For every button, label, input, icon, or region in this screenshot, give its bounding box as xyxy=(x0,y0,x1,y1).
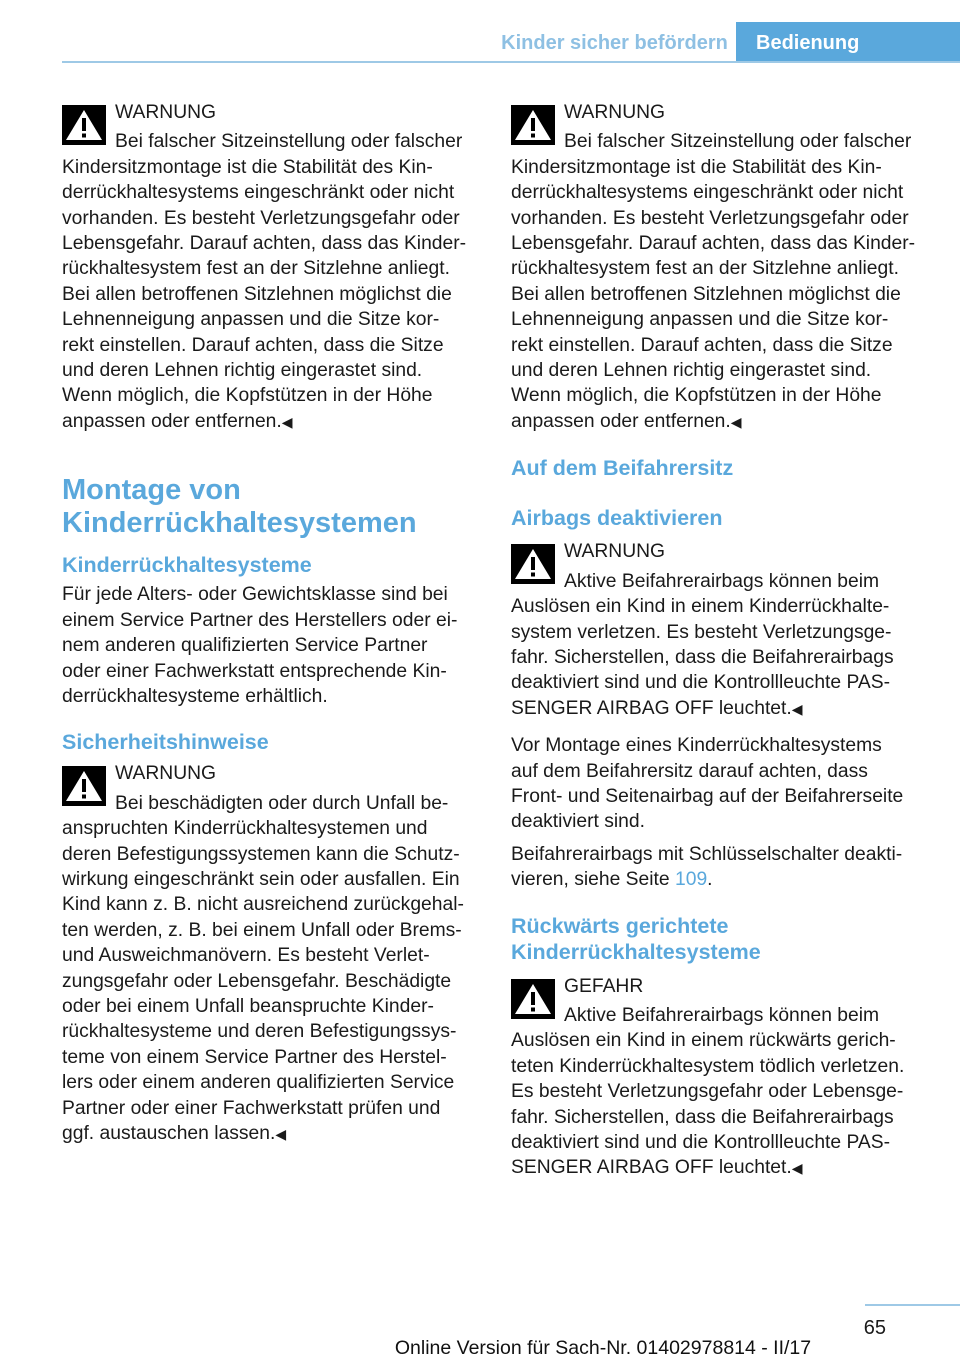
subheading-line1: Rückwärts gerichtete xyxy=(511,913,729,938)
paragraph-text: . xyxy=(707,869,713,891)
warning-text-line: Lebensgefahr. Darauf achten, dass das Kinder- xyxy=(62,233,467,255)
paragraph-line: deaktiviert sind. xyxy=(511,811,645,833)
warning-text-line: und deren Lehnen richtig eingerastet sind. xyxy=(511,360,872,382)
paragraph-line: oder einer Fachwerkstatt entsprechende Kin- xyxy=(62,660,447,682)
warning-text-line: und deren Lehnen richtig eingerastet sind. xyxy=(62,360,423,382)
warning-lead: Bei falscher Sitzeinstellung oder falscher xyxy=(115,131,463,153)
header-rule xyxy=(62,61,960,63)
warning-label: WARNUNG xyxy=(564,541,666,563)
warning-text-line: rückhaltesystem fest an der Sitzlehne anliegt. xyxy=(511,258,899,280)
warning-lead: Aktive Beifahrerairbags können beim xyxy=(564,570,880,592)
end-mark-icon: ◀ xyxy=(791,700,803,717)
warning-text-last: SENGER AIRBAG OFF leuchtet. xyxy=(511,697,792,719)
header-tab: Bedienung xyxy=(736,22,960,63)
warning-text-line: deaktiviert sind und die Kontrollleuchte PAS- xyxy=(511,672,891,694)
danger-text-line: fahr. Sicherstellen, dass die Beifahrerairbags xyxy=(511,1106,894,1128)
warning-text-line: Kindersitzmontage ist die Stabilität des Kin- xyxy=(62,156,433,178)
warning-text-line: Lebensgefahr. Darauf achten, dass das Kinder- xyxy=(511,233,916,255)
warning-text-line: Wenn möglich, die Kopfstützen in der Höhe xyxy=(62,385,433,407)
subheading: Kinderrückhaltesysteme xyxy=(62,553,312,578)
warning-text-line: Lehnenneigung anpassen und die Sitze kor- xyxy=(511,309,889,331)
end-mark-icon: ◀ xyxy=(791,1160,803,1177)
danger-label: GEFAHR xyxy=(564,975,644,997)
end-mark-icon: ◀ xyxy=(730,413,742,430)
warning-text-line xyxy=(62,1121,478,1147)
danger-text-line: Auslösen ein Kind in einem rückwärts gerich- xyxy=(511,1030,896,1052)
warning-triangle-icon xyxy=(511,979,555,1019)
footer-version: Online Version für Sach-Nr. 01402978814 - II/17 xyxy=(394,1337,812,1359)
danger-text-line xyxy=(511,1155,927,1181)
warning-text-line: rückhaltesystem fest an der Sitzlehne anliegt. xyxy=(62,258,450,280)
warning-lead: Bei falscher Sitzeinstellung oder falscher xyxy=(564,131,912,153)
danger-text-line: deaktiviert sind und die Kontrollleuchte PAS- xyxy=(511,1132,891,1153)
warning-text-line: vorhanden. Es besteht Verletzungsgefahr oder xyxy=(62,207,460,229)
warning-block xyxy=(62,761,478,1147)
warning-text-line xyxy=(511,409,927,435)
danger-text-line: teten Kinderrückhaltesystem tödlich verletzen. xyxy=(511,1055,905,1077)
warning-text-line: oder bei einem Unfall beanspruchte Kinder- xyxy=(62,995,434,1017)
paragraph-line: Für jede Alters- oder Gewichtsklasse sind bei xyxy=(62,584,448,606)
paragraph-line: Front- und Seitenairbag auf der Beifahrerseite xyxy=(511,785,904,807)
warning-text-line xyxy=(511,696,927,722)
warning-text-line: anspruchten Kinderrückhaltesystemen und xyxy=(62,818,428,840)
paragraph-line xyxy=(511,867,927,892)
danger-text-last: SENGER AIRBAG OFF leuchtet. xyxy=(511,1157,792,1179)
warning-text-line: Kind kann z. B. nicht ausreichend zurückgehal- xyxy=(62,894,464,916)
warning-text-line: fahr. Sicherstellen, dass die Beifahrerairbags xyxy=(511,646,894,668)
warning-text-line: Bei allen betroffenen Sitzlehnen möglichst die xyxy=(511,283,901,305)
danger-lead: Aktive Beifahrerairbags können beim xyxy=(564,1004,880,1026)
paragraph-line: nem anderen qualifizierten Service Partner xyxy=(62,635,428,657)
warning-text-line: derrückhaltesystems eingeschränkt oder nicht xyxy=(62,182,455,204)
warning-block xyxy=(62,100,478,435)
warning-text-line: Kindersitzmontage ist die Stabilität des Kin- xyxy=(511,156,882,178)
warning-text-line: rekt einstellen. Darauf achten, dass die Sitze xyxy=(62,334,444,356)
warning-text-line: system verletzen. Es besteht Verletzungsge- xyxy=(511,621,892,643)
warning-text-line: deren Befestigungssystemen kann die Schutz- xyxy=(62,843,460,865)
subheading: Sicherheitshinweise xyxy=(62,730,269,755)
warning-text-line: wirkung eingeschränkt sein oder ausfallen. Ein xyxy=(62,868,460,890)
paragraph-line: derrückhaltesysteme erhältlich. xyxy=(62,685,328,707)
warning-block xyxy=(511,539,927,722)
warning-triangle-icon xyxy=(62,766,106,806)
warning-label: WARNUNG xyxy=(115,102,217,123)
warning-text-line: Lehnenneigung anpassen und die Sitze kor- xyxy=(62,309,440,331)
warning-triangle-icon xyxy=(511,105,555,145)
section-heading-line2: Kinderrückhaltesystemen xyxy=(62,507,417,540)
warning-text-line: Auslösen ein Kind in einem Kinderrückhalte- xyxy=(511,596,890,618)
danger-text-line: Es besteht Verletzungsgefahr oder Lebensge- xyxy=(511,1081,904,1103)
left-column xyxy=(62,100,478,1147)
paragraph-line: Vor Montage eines Kinderrückhaltesystems xyxy=(511,735,882,757)
page-number-rule xyxy=(865,1304,960,1306)
warning-text-line: rückhaltesysteme und deren Befestigungssys- xyxy=(62,1021,457,1043)
warning-block xyxy=(511,100,927,435)
warning-text-line: lers oder einem anderen qualifizierten Service xyxy=(62,1072,455,1094)
danger-block xyxy=(511,974,927,1182)
warning-text-line: vorhanden. Es besteht Verletzungsgefahr oder xyxy=(511,207,909,229)
warning-text-last: anpassen oder entfernen. xyxy=(62,410,282,432)
header-section-title: Kinder sicher befördern xyxy=(501,32,728,54)
subheading: Airbags deaktivieren xyxy=(511,506,723,531)
warning-text-line xyxy=(62,409,478,435)
warning-text-line: Bei allen betroffenen Sitzlehnen möglichst die xyxy=(62,283,452,305)
page-reference-link[interactable]: 109 xyxy=(675,869,708,891)
warning-triangle-icon xyxy=(62,105,106,145)
warning-text-line: und Ausweichmanövern. Es besteht Verlet- xyxy=(62,945,430,967)
paragraph-line: einem Service Partner des Herstellers oder ei- xyxy=(62,609,458,631)
warning-text-line: zungsgefahr oder Lebensgefahr. Beschädigte xyxy=(62,970,452,992)
warning-text-line: Wenn möglich, die Kopfstützen in der Höhe xyxy=(511,385,882,407)
warning-label: WARNUNG xyxy=(115,763,217,785)
warning-label: WARNUNG xyxy=(564,102,666,123)
right-column xyxy=(511,100,927,1182)
section-heading: Auf dem Beifahrersitz xyxy=(511,456,734,481)
warning-text-line: teme von einem Service Partner des Herstel- xyxy=(62,1046,447,1068)
page-number: 65 xyxy=(863,1317,886,1339)
warning-text-last: ggf. austauschen lassen. xyxy=(62,1123,276,1144)
subheading-line2: Kinderrückhaltesysteme xyxy=(511,939,761,964)
end-mark-icon: ◀ xyxy=(281,413,293,430)
warning-text-line: ten werden, z. B. bei einem Unfall oder Brems- xyxy=(62,919,462,941)
paragraph-text: vieren, siehe Seite xyxy=(511,869,675,891)
paragraph-line: Beifahrerairbags mit Schlüsselschalter deakti- xyxy=(511,843,903,865)
warning-triangle-icon xyxy=(511,544,555,584)
warning-lead: Bei beschädigten oder durch Unfall be- xyxy=(115,792,449,814)
section-heading-line1: Montage von xyxy=(62,474,241,507)
end-mark-icon: ◀ xyxy=(275,1126,287,1142)
warning-text-line: rekt einstellen. Darauf achten, dass die Sitze xyxy=(511,334,893,356)
paragraph-line: auf dem Beifahrersitz darauf achten, dass xyxy=(511,760,868,782)
warning-text-line: derrückhaltesystems eingeschränkt oder nicht xyxy=(511,182,904,204)
warning-text-last: anpassen oder entfernen. xyxy=(511,410,731,432)
warning-text-line: Partner oder einer Fachwerkstatt prüfen und xyxy=(62,1097,441,1119)
